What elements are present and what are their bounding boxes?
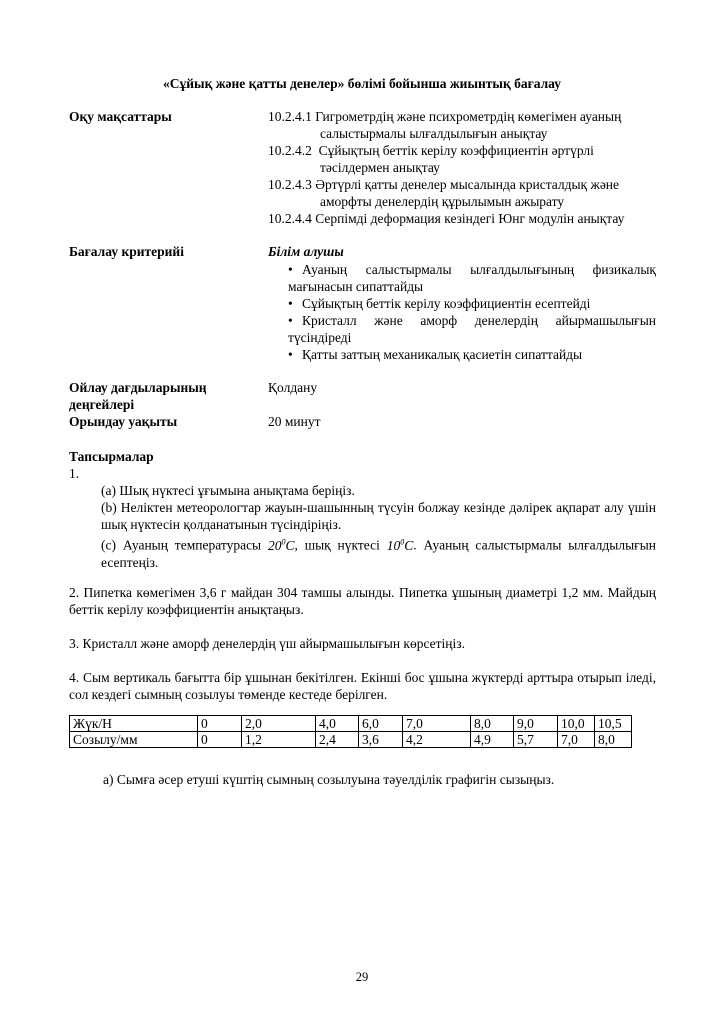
objective-text: Әртүрлі қатты денелер мысалында кристалдық және (315, 177, 620, 192)
table-cell: 8,0 (595, 732, 632, 748)
table-cell: 2,4 (316, 732, 359, 748)
objectives-label: Оқу мақсаттары (69, 109, 172, 124)
table-cell: 4,0 (316, 716, 359, 732)
objective-code: 10.2.4.2 (268, 143, 312, 158)
bullet-icon: • (288, 347, 293, 362)
table-cell: 0 (198, 732, 242, 748)
temperature-value: 20 (267, 537, 282, 553)
criteria-item: • Ауаның салыстырмалы ылғалдылығының физикалық мағынасын сипаттайды (288, 262, 656, 294)
load-extension-table (69, 715, 632, 748)
task4-text: 4. Сым вертикаль бағытта бір ұшынан бекітілген. Екінші бос ұшына жүктерді арттыра отырып іледі, сол кездегі сымның созылуы төменде кестеде берілген. (69, 670, 656, 702)
table-row (70, 716, 632, 732)
table-row (70, 732, 632, 748)
task1-part-c: (c) Ауаның температурасы $20^0C$, шық нүктесі $10^0C$. Ауаның салыстырмалы ылғалдылығын есептеңіз. (101, 537, 656, 570)
objective-text: Серпімді деформация кезіндегі Юнг модулін анықтау (315, 211, 625, 226)
criteria-heading: Білім алушы (268, 244, 344, 259)
objective-text: Сұйықтың беттік керілу коэффициентін әртүрлі (318, 143, 594, 158)
objective-item (268, 142, 656, 176)
dew-point-value: 10 (386, 537, 401, 553)
objective-item (268, 108, 656, 142)
table-header-cell: Созылу/мм (70, 732, 198, 748)
table-header-cell: Жүк/Н (70, 716, 198, 732)
document-title: «Сұйық және қатты денелер» бөлімі бойынша жиынтық бағалау (163, 76, 561, 91)
thinking-value: Қолдану (268, 380, 318, 395)
criteria-item: • Қатты заттың механикалық қасиетін сипаттайды (288, 347, 583, 362)
duration-label: Орындау уақыты (69, 414, 178, 429)
task3-text: 3. Кристалл және аморф денелердің үш айырмашылығын көрсетіңіз. (69, 636, 465, 651)
task2-text: 2. Пипетка көмегімен 3,6 г майдан 304 тамшы алынды. Пипетка ұшының диаметрі 1,2 мм. Майдың беттік керілу коэффициентін анықтаңыз. (69, 585, 656, 617)
bullet-icon: • (288, 296, 293, 311)
objective-code: 10.2.4.4 (268, 211, 312, 226)
task4-part-a: a) Сымға әсер етуші күштің сымның созылуына тәуелділік графигін сызыңыз. (103, 772, 555, 787)
table-cell: 3,6 (359, 732, 403, 748)
objective-item (268, 176, 656, 210)
task1-number: 1. (69, 466, 80, 481)
thinking-label: Ойлау дағдыларының деңгейлері (69, 380, 207, 412)
objective-text-cont: салыстырмалы ылғалдылығын анықтау (320, 126, 548, 141)
criteria-label: Бағалау критерийі (69, 244, 184, 259)
task1-part-b: (b) Неліктен метеорологтар жауын-шашынның түсуін болжау кезінде дәлірек ақпарат алу үшін шық нүктесін қолданатынын түсіндіріңіз. (101, 500, 656, 532)
tasks-heading: Тапсырмалар (69, 449, 154, 464)
objective-code: 10.2.4.3 (268, 177, 312, 192)
table-cell: 1,2 (242, 732, 316, 748)
duration-value: 20 минут (268, 414, 321, 429)
objective-text: Гигрометрдің және психрометрдің көмегімен ауаның (315, 109, 622, 124)
table-cell: 8,0 (471, 716, 514, 732)
bullet-icon: • (288, 262, 293, 277)
task1-part-a: (a) Шық нүктесі ұғымына анықтама беріңіз. (101, 483, 355, 498)
objective-text-cont: тәсілдермен анықтау (320, 160, 440, 175)
table-cell: 4,9 (471, 732, 514, 748)
objective-code: 10.2.4.1 (268, 109, 312, 124)
criteria-item: • Сұйықтың беттік керілу коэффициентін есептейді (288, 296, 591, 311)
criteria-item: • Кристалл және аморф денелердің айырмашылығын түсіндіреді (288, 313, 656, 345)
table-cell: 4,2 (403, 732, 471, 748)
table-cell: 9,0 (514, 716, 558, 732)
table-cell: 7,0 (403, 716, 471, 732)
bullet-icon: • (288, 313, 293, 328)
table-cell: 7,0 (558, 732, 595, 748)
objective-text-cont: аморфты денелердің құрылымын ажырату (320, 194, 565, 209)
table-cell: 2,0 (242, 716, 316, 732)
table-cell: 10,5 (595, 716, 632, 732)
table-cell: 5,7 (514, 732, 558, 748)
objective-item (268, 210, 656, 227)
table-cell: 10,0 (558, 716, 595, 732)
table-cell: 0 (198, 716, 242, 732)
table-cell: 6,0 (359, 716, 403, 732)
page-number: 29 (355, 970, 369, 984)
